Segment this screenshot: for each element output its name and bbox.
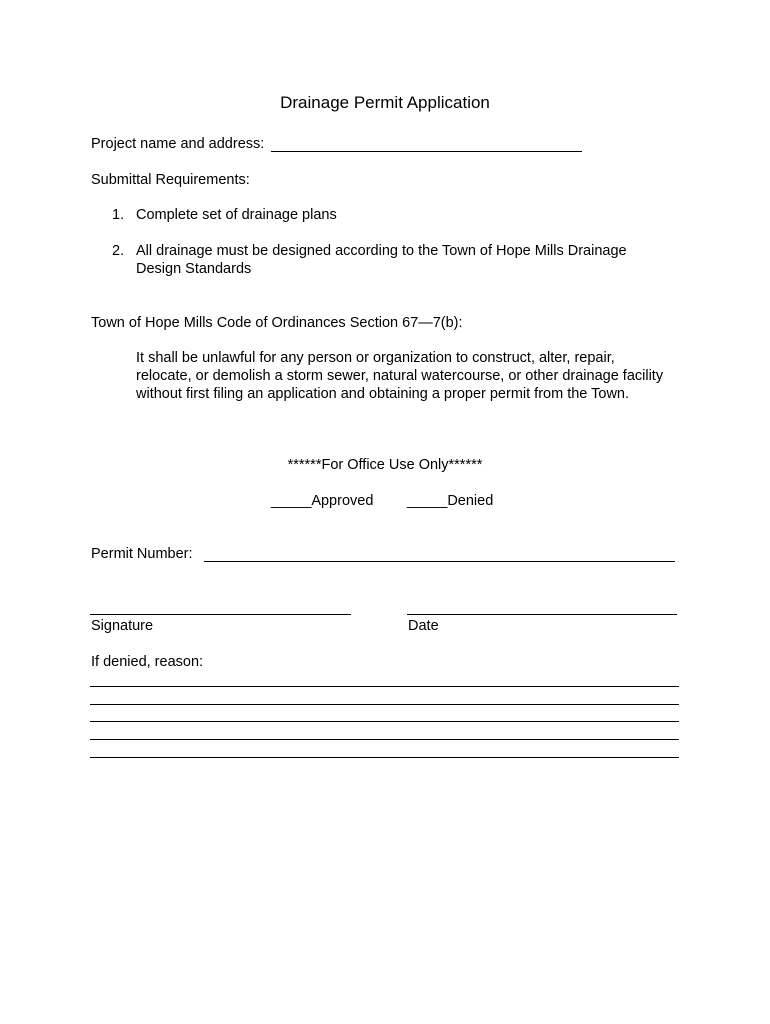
denied-reason-label: If denied, reason: <box>91 654 204 670</box>
reason-line[interactable] <box>90 721 679 722</box>
reason-line[interactable] <box>90 757 679 758</box>
permit-number-label: Permit Number: <box>91 546 193 562</box>
list-item-number: 2. <box>112 243 125 259</box>
signature-label: Signature <box>91 618 154 634</box>
reason-line[interactable] <box>90 739 679 740</box>
submittal-heading: Submittal Requirements: <box>91 172 250 188</box>
document-title: Drainage Permit Application <box>280 93 490 112</box>
date-line[interactable] <box>407 614 677 615</box>
ordinance-heading: Town of Hope Mills Code of Ordinances Section 67—7(b): <box>91 315 463 331</box>
ordinance-text: It shall be unlawful for any person or organization to construct, alter, repair, relocate, or demolish a storm sewer, natural watercourse, or other drainage facility without first filing an application and obtaining a proper permit from the Town. <box>136 350 664 402</box>
denied-option[interactable]: _____Denied <box>407 493 494 509</box>
reason-line[interactable] <box>90 704 679 705</box>
reason-line[interactable] <box>90 686 679 687</box>
list-item-text: Complete set of drainage plans <box>136 207 337 223</box>
date-label: Date <box>408 618 439 634</box>
project-line[interactable] <box>271 151 582 152</box>
project-label: Project name and address: <box>91 136 265 152</box>
approved-option[interactable]: _____Approved <box>271 493 374 509</box>
list-item-number: 1. <box>112 207 125 223</box>
signature-line[interactable] <box>90 614 351 615</box>
permit-number-line[interactable] <box>204 561 675 562</box>
office-use-heading: ******For Office Use Only****** <box>287 457 483 473</box>
list-item-text: All drainage must be designed according to the Town of Hope Mills Drainage Design Standards <box>136 243 627 277</box>
